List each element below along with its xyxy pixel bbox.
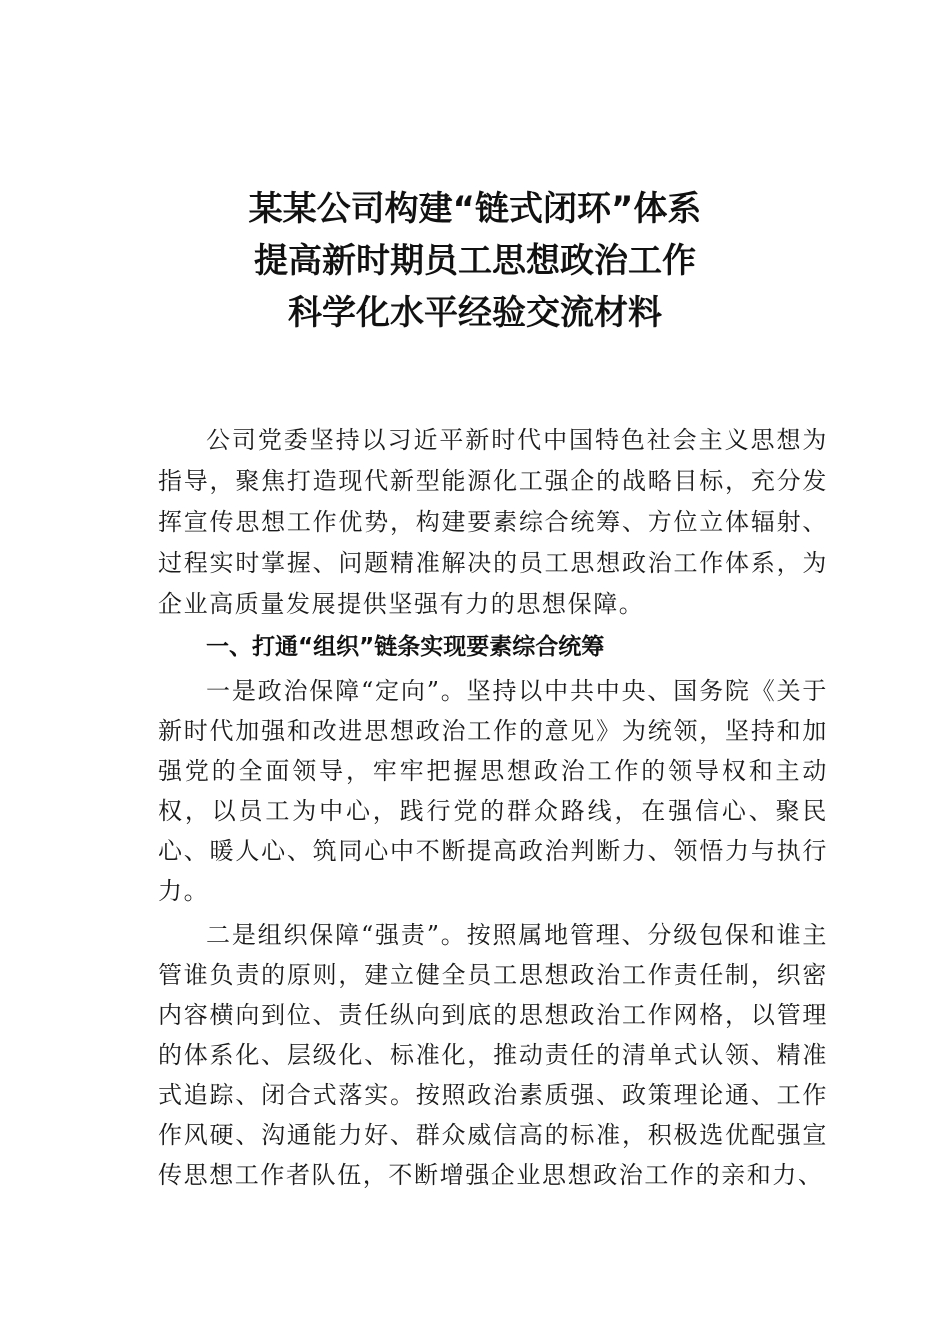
document-title <box>0 183 950 339</box>
title-line-2: 提高新时期员工思想政治工作 <box>254 241 696 281</box>
document-body <box>158 420 828 1195</box>
section-heading: 一、打通“组织”链条实现要素综合统筹 <box>206 634 605 660</box>
section-paragraph-2: 二是组织保障“强责”。按照属地管理、分级包保和谁主管谁负责的原则，建立健全员工思想政治工作责任制，织密内容横向到位、责任纵向到底的思想政治工作网格，以管理的体系化、层级化、标准化，推动责任的清单式认领、精准式追踪、闭合式落实。按照政治素质强、政策理论通、工作作风硬、沟通能力好、群众威信高的标准，积极选优配强宣传思想工作者队伍，不断增强企业思想政治工作的亲和力、 <box>158 921 828 1189</box>
intro-paragraph: 公司党委坚持以习近平新时代中国特色社会主义思想为指导，聚焦打造现代新型能源化工强企的战略目标，充分发挥宣传思想工作优势，构建要素综合统筹、方位立体辐射、过程实时掌握、问题精准解决的员工思想政治工作体系，为企业高质量发展提供坚强有力的思想保障。 <box>158 426 828 618</box>
section-paragraph-1: 一是政治保障“定向”。坚持以中共中央、国务院《关于新时代加强和改进思想政治工作的意见》为统领，坚持和加强党的全面领导，牢牢把握思想政治工作的领导权和主动权，以员工为中心，践行党的群众路线，在强信心、聚民心、暖人心、筑同心中不断提高政治判断力、领悟力与执行力。 <box>158 677 828 905</box>
title-line-1: 某某公司构建“链式闭环”体系 <box>248 189 702 229</box>
title-line-3: 科学化水平经验交流材料 <box>288 293 662 333</box>
